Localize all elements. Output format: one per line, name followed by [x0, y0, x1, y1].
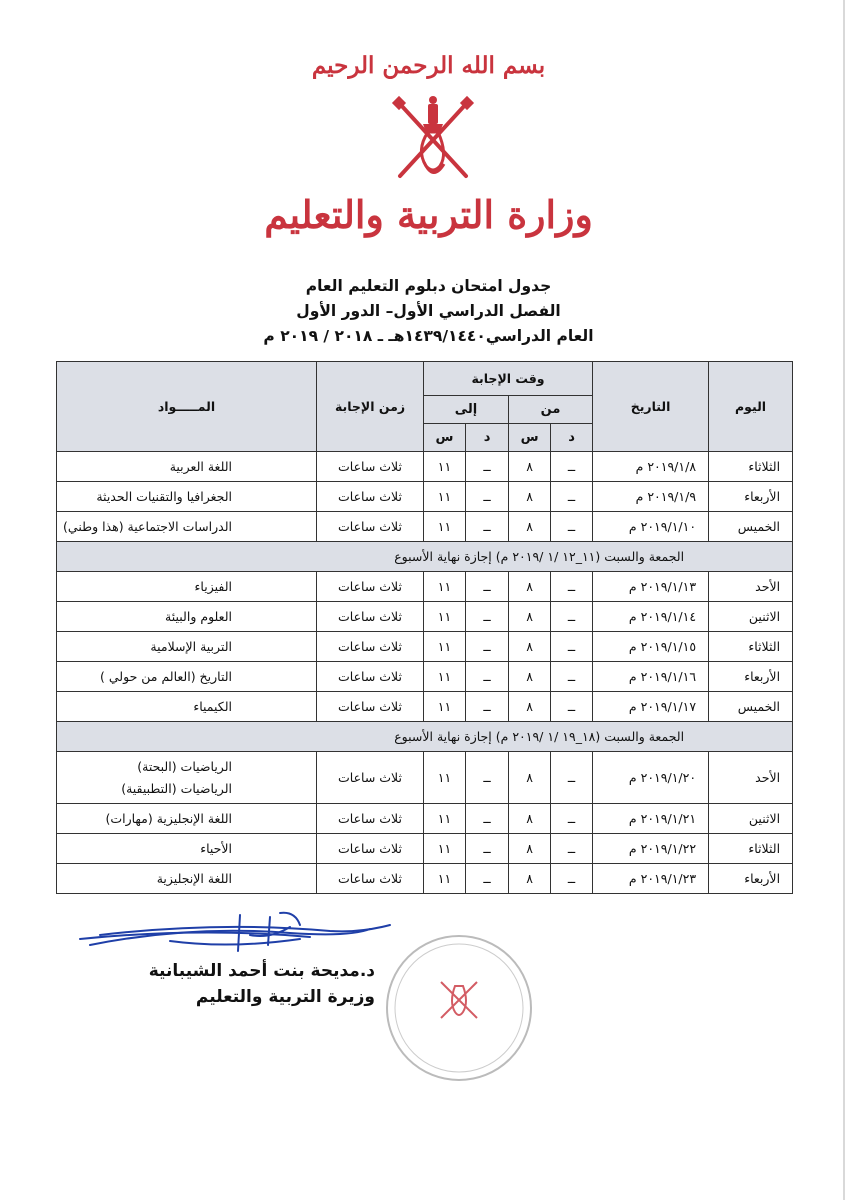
subject-cell: الكيمياء: [57, 692, 317, 722]
from-min-cell: ــ: [551, 452, 593, 482]
table-row: [57, 572, 793, 602]
duration-cell: ثلاث ساعات: [317, 482, 424, 512]
weekend-row: [57, 542, 793, 572]
to-min-cell: ــ: [466, 692, 509, 722]
date-cell: ٢٠١٩/١/١٦ م: [593, 662, 709, 692]
day-cell: الثلاثاء: [709, 452, 793, 482]
date-cell: ٢٠١٩/١/٢٠ م: [593, 752, 709, 804]
subject-cell: العلوم والبيئة: [57, 602, 317, 632]
from-min-cell: ــ: [551, 692, 593, 722]
duration-cell: ثلاث ساعات: [317, 602, 424, 632]
title-line-1: جدول امتحان دبلوم التعليم العام: [305, 277, 552, 295]
table-row: [57, 662, 793, 692]
signatory-title: وزيرة التربية والتعليم: [195, 987, 375, 1007]
day-cell: الخميس: [709, 512, 793, 542]
from-min-cell: ــ: [551, 482, 593, 512]
to-hour-cell: ١١: [424, 632, 466, 662]
exam-schedule-table: [56, 361, 793, 894]
to-min-cell: ــ: [466, 834, 509, 864]
to-min-cell: ــ: [466, 864, 509, 894]
subject-line: الرياضيات (التطبيقية): [121, 780, 232, 796]
subject-cell: [57, 752, 317, 804]
weekend-note: الجمعة والسبت (١٨_١٩ /١ /٢٠١٩ م) إجازة نهاية الأسبوع: [57, 722, 793, 752]
to-min-cell: ــ: [466, 482, 509, 512]
subject-cell: الفيزياء: [57, 572, 317, 602]
date-cell: ٢٠١٩/١/٨ م: [593, 452, 709, 482]
from-hour-cell: ٨: [509, 752, 551, 804]
date-cell: ٢٠١٩/١/٢٢ م: [593, 834, 709, 864]
day-cell: الثلاثاء: [709, 834, 793, 864]
table-row: [57, 512, 793, 542]
from-hour-cell: ٨: [509, 452, 551, 482]
title-line-2: الفصل الدراسي الأول– الدور الأول: [296, 302, 561, 320]
table-row: [57, 834, 793, 864]
weekend-note: الجمعة والسبت (١١_١٢ /١ /٢٠١٩ م) إجازة نهاية الأسبوع: [57, 542, 793, 572]
duration-cell: ثلاث ساعات: [317, 752, 424, 804]
header-subjects: المـــــواد: [57, 362, 317, 452]
date-cell: ٢٠١٩/١/١٥ م: [593, 632, 709, 662]
subject-line: الرياضيات (البحتة): [137, 758, 232, 774]
to-min-cell: ــ: [466, 752, 509, 804]
signatory-name: د.مديحة بنت أحمد الشيبانية: [148, 961, 375, 981]
table-row: [57, 452, 793, 482]
day-cell: الثلاثاء: [709, 632, 793, 662]
header-duration: زمن الإجابة: [317, 362, 424, 452]
to-min-cell: ــ: [466, 572, 509, 602]
from-hour-cell: ٨: [509, 632, 551, 662]
subject-cell: الدراسات الاجتماعية (هذا وطني): [57, 512, 317, 542]
from-min-cell: ــ: [551, 662, 593, 692]
date-cell: ٢٠١٩/١/٩ م: [593, 482, 709, 512]
duration-cell: ثلاث ساعات: [317, 864, 424, 894]
table-row: [57, 752, 793, 804]
from-hour-cell: ٨: [509, 662, 551, 692]
from-min-cell: ــ: [551, 834, 593, 864]
header-answer-time: وقت الإجابة: [424, 362, 593, 396]
duration-cell: ثلاث ساعات: [317, 692, 424, 722]
table-row: [57, 602, 793, 632]
basmala: بسم الله الرحمن الرحيم: [311, 52, 546, 79]
subject-cell: التاريخ (العالم من حولي ): [57, 662, 317, 692]
ministry-logo-text: وزارة التربية والتعليم: [264, 192, 593, 237]
day-cell: الخميس: [709, 692, 793, 722]
from-min-cell: ــ: [551, 804, 593, 834]
day-cell: الاثنين: [709, 602, 793, 632]
duration-cell: ثلاث ساعات: [317, 662, 424, 692]
to-hour-cell: ١١: [424, 804, 466, 834]
header-from-min: د: [551, 424, 593, 452]
from-min-cell: ــ: [551, 602, 593, 632]
official-seal-icon: [383, 932, 535, 1084]
from-hour-cell: ٨: [509, 572, 551, 602]
duration-cell: ثلاث ساعات: [317, 632, 424, 662]
to-hour-cell: ١١: [424, 692, 466, 722]
from-hour-cell: ٨: [509, 692, 551, 722]
header-to-min: د: [466, 424, 509, 452]
to-min-cell: ــ: [466, 512, 509, 542]
subject-cell: التربية الإسلامية: [57, 632, 317, 662]
subject-cell: اللغة الإنجليزية: [57, 864, 317, 894]
date-cell: ٢٠١٩/١/٢٣ م: [593, 864, 709, 894]
from-min-cell: ــ: [551, 632, 593, 662]
weekend-row: [57, 722, 793, 752]
from-min-cell: ــ: [551, 752, 593, 804]
oman-emblem-icon: [388, 92, 478, 184]
header-date: التاريخ: [593, 362, 709, 452]
table-row: [57, 482, 793, 512]
document-header: [0, 0, 857, 260]
to-min-cell: ــ: [466, 452, 509, 482]
to-hour-cell: ١١: [424, 602, 466, 632]
to-hour-cell: ١١: [424, 662, 466, 692]
date-cell: ٢٠١٩/١/٢١ م: [593, 804, 709, 834]
from-hour-cell: ٨: [509, 864, 551, 894]
from-hour-cell: ٨: [509, 602, 551, 632]
header-from-hour: س: [509, 424, 551, 452]
to-hour-cell: ١١: [424, 864, 466, 894]
from-hour-cell: ٨: [509, 512, 551, 542]
to-hour-cell: ١١: [424, 572, 466, 602]
date-cell: ٢٠١٩/١/١٠ م: [593, 512, 709, 542]
from-hour-cell: ٨: [509, 834, 551, 864]
duration-cell: ثلاث ساعات: [317, 512, 424, 542]
to-min-cell: ــ: [466, 804, 509, 834]
subject-cell: اللغة العربية: [57, 452, 317, 482]
to-hour-cell: ١١: [424, 752, 466, 804]
day-cell: الأربعاء: [709, 864, 793, 894]
day-cell: الأحد: [709, 752, 793, 804]
from-min-cell: ــ: [551, 512, 593, 542]
subject-cell: الأحياء: [57, 834, 317, 864]
duration-cell: ثلاث ساعات: [317, 804, 424, 834]
to-hour-cell: ١١: [424, 452, 466, 482]
to-min-cell: ــ: [466, 602, 509, 632]
title-line-3: العام الدراسي١٤٣٩/١٤٤٠هـ ـ ٢٠١٨ / ٢٠١٩ م: [263, 327, 594, 345]
from-hour-cell: ٨: [509, 482, 551, 512]
day-cell: الأربعاء: [709, 482, 793, 512]
header-to: إلى: [424, 396, 509, 424]
table-row: [57, 864, 793, 894]
from-min-cell: ــ: [551, 572, 593, 602]
to-hour-cell: ١١: [424, 512, 466, 542]
subject-cell: الجغرافيا والتقنيات الحديثة: [57, 482, 317, 512]
table-row: [57, 692, 793, 722]
to-hour-cell: ١١: [424, 482, 466, 512]
duration-cell: ثلاث ساعات: [317, 834, 424, 864]
to-min-cell: ــ: [466, 632, 509, 662]
document-titles: [0, 274, 857, 349]
from-min-cell: ــ: [551, 864, 593, 894]
date-cell: ٢٠١٩/١/١٤ م: [593, 602, 709, 632]
subject-cell: اللغة الإنجليزية (مهارات): [57, 804, 317, 834]
to-min-cell: ــ: [466, 662, 509, 692]
to-hour-cell: ١١: [424, 834, 466, 864]
duration-cell: ثلاث ساعات: [317, 572, 424, 602]
day-cell: الأحد: [709, 572, 793, 602]
table-row: [57, 804, 793, 834]
signatory-block: [0, 958, 375, 1010]
date-cell: ٢٠١٩/١/١٣ م: [593, 572, 709, 602]
table-row: [57, 632, 793, 662]
date-cell: ٢٠١٩/١/١٧ م: [593, 692, 709, 722]
duration-cell: ثلاث ساعات: [317, 452, 424, 482]
header-to-hour: س: [424, 424, 466, 452]
header-day: اليوم: [709, 362, 793, 452]
day-cell: الأربعاء: [709, 662, 793, 692]
from-hour-cell: ٨: [509, 804, 551, 834]
header-from: من: [509, 396, 593, 424]
day-cell: الاثنين: [709, 804, 793, 834]
